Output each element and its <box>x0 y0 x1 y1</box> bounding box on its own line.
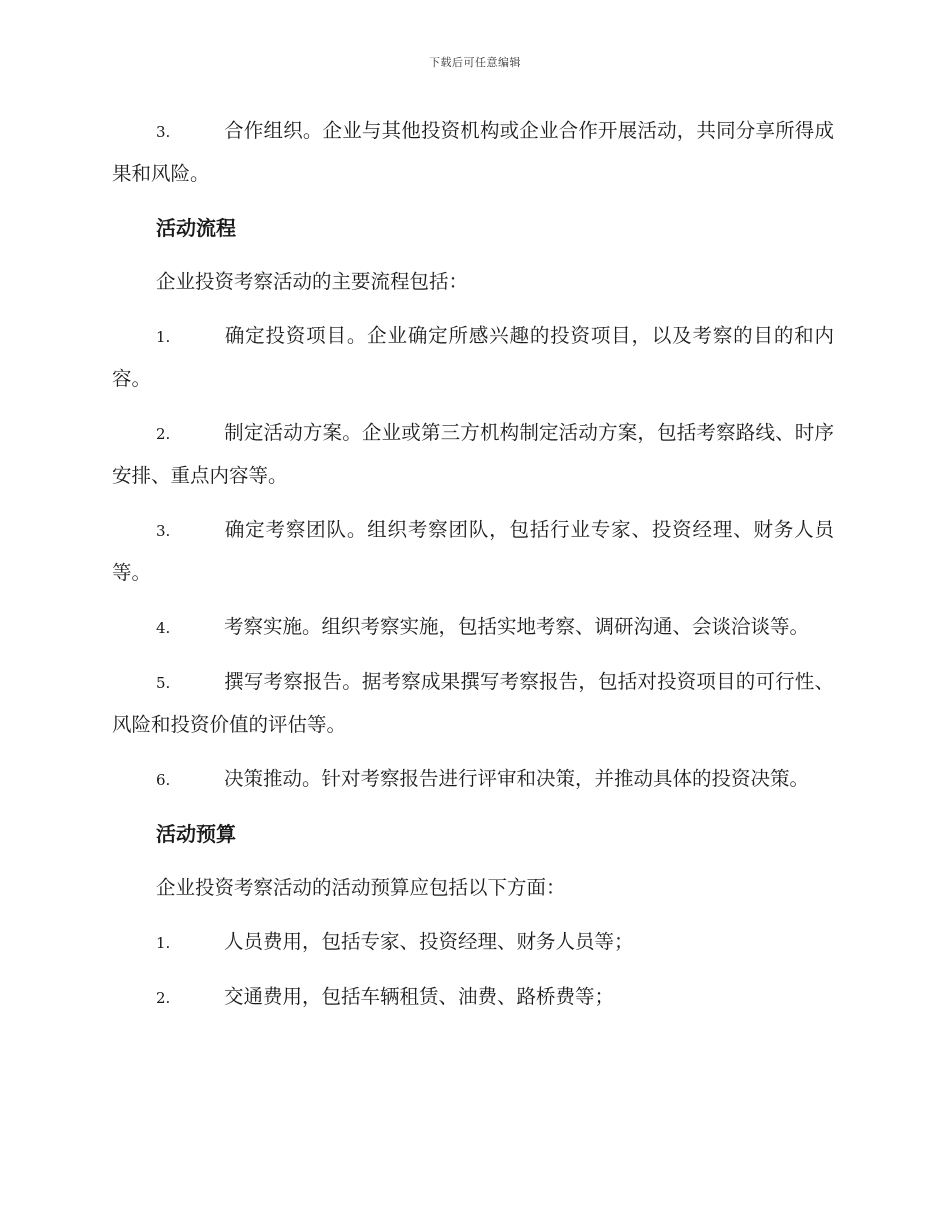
list-item <box>112 606 834 649</box>
paragraph: 企业投资考察活动的活动预算应包括以下方面： <box>156 876 566 899</box>
list-item <box>112 315 834 400</box>
list-item-text: 交通费用，包括车辆租赁、油费、路桥费等； <box>224 985 615 1008</box>
list-item <box>112 758 834 801</box>
list-item <box>112 509 834 594</box>
page-header: 下载后可任意编辑 <box>429 56 521 69</box>
list-item <box>112 412 834 497</box>
list-item <box>112 661 834 746</box>
list-item-number: 6. <box>156 771 171 789</box>
list-item-text: 合作组织。企业与其他投资机构或企业合作开展活动，共同分享所得成果和风险。 <box>112 119 834 185</box>
list-item-number: 3. <box>156 123 171 141</box>
list-item-text: 确定投资项目。企业确定所感兴趣的投资项目，以及考察的目的和内容。 <box>112 324 834 390</box>
section-heading-process: 活动流程 <box>156 216 236 240</box>
list-item-number: 1. <box>156 328 171 346</box>
section-heading-budget: 活动预算 <box>156 822 236 846</box>
list-item <box>112 110 834 195</box>
list-item-number: 2. <box>156 989 171 1007</box>
list-item-text: 撰写考察报告。据考察成果撰写考察报告，包括对投资项目的可行性、风险和投资价值的评估等。 <box>112 670 834 736</box>
paragraph: 企业投资考察活动的主要流程包括： <box>156 270 469 293</box>
list-item <box>112 921 834 964</box>
list-item-number: 1. <box>156 934 171 952</box>
list-item-text: 确定考察团队。组织考察团队，包括行业专家、投资经理、财务人员等。 <box>112 518 834 584</box>
list-item-number: 5. <box>156 674 171 692</box>
document-body <box>112 110 834 1031</box>
list-item-number: 2. <box>156 425 171 443</box>
list-item-text: 决策推动。针对考察报告进行评审和决策，并推动具体的投资决策。 <box>224 767 810 790</box>
list-item <box>112 976 834 1019</box>
list-item-text: 制定活动方案。企业或第三方机构制定活动方案，包括考察路线、时序安排、重点内容等。 <box>112 421 834 487</box>
list-item-number: 4. <box>156 619 171 637</box>
list-item-text: 考察实施。组织考察实施，包括实地考察、调研沟通、会谈洽谈等。 <box>224 615 810 638</box>
list-item-number: 3. <box>156 522 171 540</box>
list-item-text: 人员费用，包括专家、投资经理、财务人员等； <box>224 930 634 953</box>
